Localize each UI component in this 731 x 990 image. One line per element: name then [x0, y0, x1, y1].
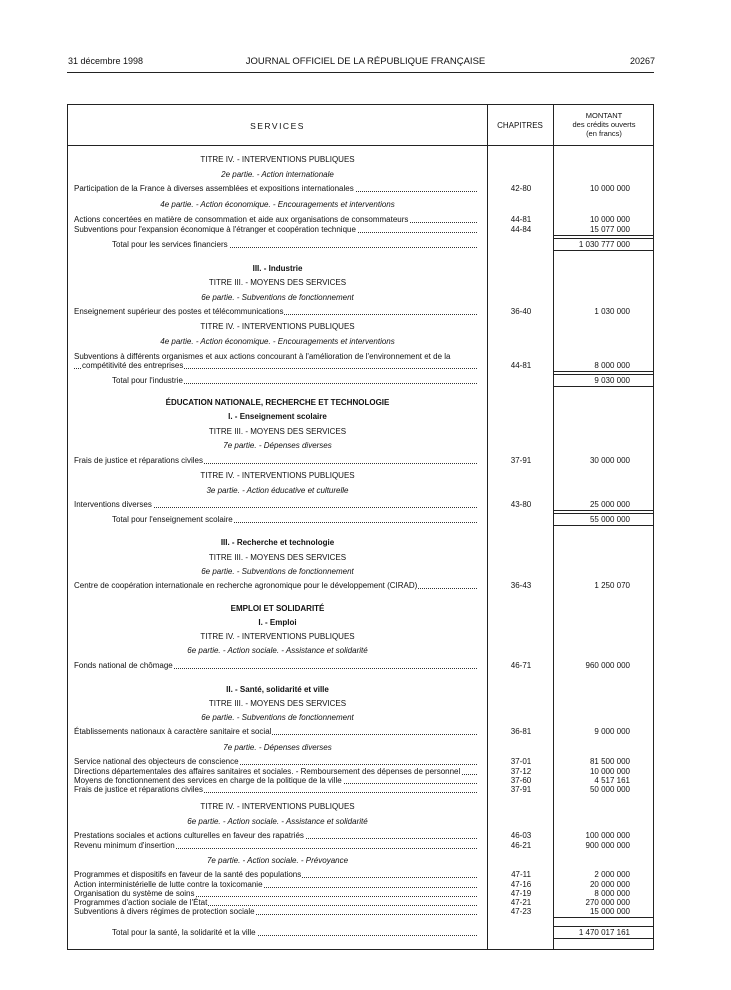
item-label-text: Revenu minimum d'insertion — [74, 841, 175, 850]
total-rule — [553, 238, 654, 239]
total-rule — [553, 938, 654, 939]
item-label-text: Service national des objecteurs de conscience — [74, 757, 239, 766]
item-label — [74, 889, 481, 898]
chapter-code: 47-11 — [511, 870, 531, 879]
credit-amount: 900 000 000 — [585, 841, 630, 850]
item-label-text: Établissements nationaux à caractère sanitaire et social — [74, 727, 272, 736]
column-header-services: SERVICES — [250, 121, 305, 131]
item-label — [74, 456, 481, 465]
item-label-text: Prestations sociales et actions culturelles en faveur des rapatriés — [74, 831, 304, 840]
section-heading: TITRE IV. - INTERVENTIONS PUBLIQUES — [200, 155, 355, 164]
chapter-code: 47-19 — [510, 889, 532, 898]
item-label — [112, 376, 481, 385]
chapter-code: 37-91 — [510, 785, 532, 794]
chapter-code: 42-80 — [510, 184, 532, 193]
item-label — [112, 928, 481, 937]
item-label — [74, 831, 481, 840]
item-label-text: compétitivité des entreprises — [82, 361, 184, 370]
credit-amount: 100 000 000 — [585, 831, 630, 840]
section-subheading: 7e partie. - Action sociale. - Prévoyance — [206, 856, 349, 865]
section-heading: TITRE IV. - INTERVENTIONS PUBLIQUES — [200, 802, 355, 811]
item-label — [112, 515, 481, 524]
item-label — [74, 870, 481, 879]
credit-amount: 81 500 000 — [589, 757, 630, 766]
item-label-text: Centre de coopération internationale en recherche agronomique pour le développement (CIRAD) — [74, 581, 418, 590]
chapter-code: 36-40 — [510, 307, 532, 316]
item-label — [74, 757, 481, 766]
item-label-text: Programmes et dispositifs en faveur de la santé des populations — [74, 870, 302, 879]
credit-amount: 9 030 000 — [594, 376, 630, 385]
item-label — [74, 841, 481, 850]
section-subheading: 4e partie. - Action économique. - Encouragements et interventions — [160, 200, 395, 209]
item-label-text: Enseignement supérieur des postes et télécommunications — [74, 307, 284, 316]
chapter-code: 46-03 — [510, 831, 532, 840]
section-subheading: 6e partie. - Subventions de fonctionnement — [201, 567, 354, 576]
section-heading: I. - Emploi — [258, 618, 297, 627]
item-label — [112, 240, 481, 249]
section-heading: TITRE IV. - INTERVENTIONS PUBLIQUES — [200, 632, 355, 641]
item-label — [74, 352, 481, 370]
column-header-montant: MONTANT des crédits ouverts (en francs) — [572, 111, 636, 138]
item-label-text: Subventions à divers régimes de protection sociale — [74, 907, 255, 916]
chapter-code: 37-91 — [510, 456, 532, 465]
total-rule — [553, 374, 654, 375]
section-subheading: 6e partie. - Action sociale. - Assistance et solidarité — [187, 817, 368, 826]
item-label-text: Total pour la santé, la solidarité et la ville — [112, 928, 256, 937]
credit-amount: 50 000 000 — [589, 785, 630, 794]
chapter-code: 47-16 — [510, 880, 532, 889]
section-heading: TITRE III. - MOYENS DES SERVICES — [208, 278, 347, 287]
section-heading: II. - Santé, solidarité et ville — [226, 685, 329, 694]
section-heading: EMPLOI ET SOLIDARITÉ — [230, 604, 325, 613]
section-subheading: 6e partie. - Subventions de fonctionnement — [201, 713, 354, 722]
item-label — [74, 907, 481, 916]
chapter-code: 44-84 — [510, 225, 532, 234]
chapter-code: 44-81 — [510, 215, 532, 224]
section-heading: TITRE III. - MOYENS DES SERVICES — [208, 553, 347, 562]
credits-table — [67, 104, 654, 950]
amount-underline — [553, 235, 654, 236]
credit-amount: 30 000 000 — [589, 456, 630, 465]
item-label — [74, 727, 481, 736]
item-label-line — [74, 361, 481, 370]
section-heading: III. - Industrie — [252, 264, 303, 273]
section-heading: I. - Enseignement scolaire — [228, 412, 327, 421]
item-label-text: Moyens de fonctionnement des services en charge de la politique de la ville — [74, 776, 342, 785]
total-rule — [553, 926, 654, 927]
item-label-text: Programmes d'action sociale de l'État — [74, 898, 208, 907]
item-label-text: Frais de justice et réparations civiles — [74, 785, 203, 794]
amount-underline — [553, 917, 654, 918]
item-label — [74, 880, 481, 889]
item-label — [74, 785, 481, 794]
item-label — [74, 215, 481, 224]
section-subheading: 7e partie. - Dépenses diverses — [223, 743, 332, 752]
item-label-text: Total pour les services financiers — [112, 240, 228, 249]
section-heading: TITRE III. - MOYENS DES SERVICES — [208, 427, 347, 436]
total-rule — [553, 386, 654, 387]
credit-amount: 20 000 000 — [589, 880, 630, 889]
credit-amount: 8 000 000 — [594, 889, 630, 898]
chapter-code: 36-81 — [510, 727, 532, 736]
column-header-chapitres: CHAPITRES — [497, 121, 543, 130]
credit-amount: 8 000 000 — [594, 361, 630, 370]
credit-amount: 1 470 017 161 — [578, 928, 630, 937]
item-label-text: Participation de la France à diverses assemblées et expositions internationales — [74, 184, 354, 193]
section-heading: ÉDUCATION NATIONALE, RECHERCHE ET TECHNOLOGIE — [165, 398, 390, 407]
item-label-text: Fonds national de chômage — [74, 661, 173, 670]
credit-amount: 960 000 000 — [585, 661, 630, 670]
item-label — [74, 307, 481, 316]
header-rule — [68, 145, 653, 146]
chapter-code: 37-60 — [510, 776, 532, 785]
credit-amount: 1 250 070 — [594, 581, 630, 590]
item-label — [74, 225, 481, 234]
item-label-text: Action interministérielle de lutte contre la toxicomanie — [74, 880, 263, 889]
item-label-text: Actions concertées en matière de consommation et aide aux organisations de consommateurs — [74, 215, 409, 224]
item-label — [74, 776, 481, 785]
credit-amount: 4 517 161 — [594, 776, 630, 785]
item-label-text: Organisation du système de soins — [74, 889, 195, 898]
section-subheading: 2e partie. - Action internationale — [221, 170, 334, 179]
credit-amount: 2 000 000 — [594, 870, 630, 879]
chapter-code: 47-23 — [510, 907, 532, 916]
item-label-text: Total pour l'enseignement scolaire — [112, 515, 233, 524]
credit-amount: 1 030 000 — [594, 307, 630, 316]
item-label — [74, 661, 481, 670]
item-label — [74, 767, 481, 776]
item-label — [74, 898, 481, 907]
chapter-code: 46-71 — [510, 661, 532, 670]
credit-amount: 10 000 000 — [589, 184, 630, 193]
section-subheading: 4e partie. - Action économique. - Encouragements et interventions — [160, 337, 395, 346]
total-rule — [553, 250, 654, 251]
item-label-text: Directions départementales des affaires sanitaires et sociales. - Remboursement des dépenses de personnel — [74, 767, 461, 776]
header-date: 31 décembre 1998 — [68, 56, 144, 66]
chapter-code: 44-81 — [510, 361, 532, 370]
section-subheading: 6e partie. - Action sociale. - Assistance et solidarité — [187, 646, 368, 655]
header-rule — [67, 72, 654, 73]
header-journal-title: JOURNAL OFFICIEL DE LA RÉPUBLIQUE FRANÇAISE — [245, 56, 486, 67]
chapter-code: 37-01 — [510, 757, 532, 766]
item-label-text: Frais de justice et réparations civiles — [74, 456, 203, 465]
section-heading: TITRE IV. - INTERVENTIONS PUBLIQUES — [200, 471, 355, 480]
section-heading: TITRE III. - MOYENS DES SERVICES — [208, 699, 347, 708]
amount-underline — [553, 510, 654, 511]
chapter-code: 46-21 — [510, 841, 532, 850]
chapter-code: 47-21 — [510, 898, 532, 907]
credit-amount: 10 000 000 — [589, 767, 630, 776]
section-heading: III. - Recherche et technologie — [220, 538, 335, 547]
item-label-line: Subventions à différents organismes et aux actions concourant à l'amélioration de l'environnement et de la — [74, 352, 451, 361]
section-subheading: 3e partie. - Action éducative et culturelle — [206, 486, 349, 495]
chapter-code: 37-12 — [510, 767, 532, 776]
section-subheading: 7e partie. - Dépenses diverses — [223, 441, 332, 450]
item-label — [74, 500, 481, 509]
section-heading: TITRE IV. - INTERVENTIONS PUBLIQUES — [200, 322, 355, 331]
credit-amount: 1 030 777 000 — [578, 240, 630, 249]
total-rule — [553, 513, 654, 514]
item-label-text: Subventions pour l'expansion économique à l'étranger et coopération technique — [74, 225, 356, 234]
item-label-text: Total pour l'industrie — [112, 376, 183, 385]
section-subheading: 6e partie. - Subventions de fonctionnement — [201, 293, 354, 302]
credit-amount: 25 000 000 — [589, 500, 630, 509]
item-label — [74, 581, 481, 590]
chapter-code: 36-43 — [510, 581, 532, 590]
header-page-number: 20267 — [629, 56, 655, 66]
credit-amount: 9 000 000 — [594, 727, 630, 736]
credit-amount: 270 000 000 — [585, 898, 630, 907]
item-label — [74, 184, 481, 193]
total-rule — [553, 525, 654, 526]
chapter-code: 43-80 — [510, 500, 532, 509]
credit-amount: 15 077 000 — [589, 225, 630, 234]
credit-amount: 55 000 000 — [589, 515, 630, 524]
amount-underline — [553, 371, 654, 372]
credit-amount: 15 000 000 — [589, 907, 630, 916]
credit-amount: 10 000 000 — [589, 215, 630, 224]
item-label-text: Interventions diverses — [74, 500, 152, 509]
